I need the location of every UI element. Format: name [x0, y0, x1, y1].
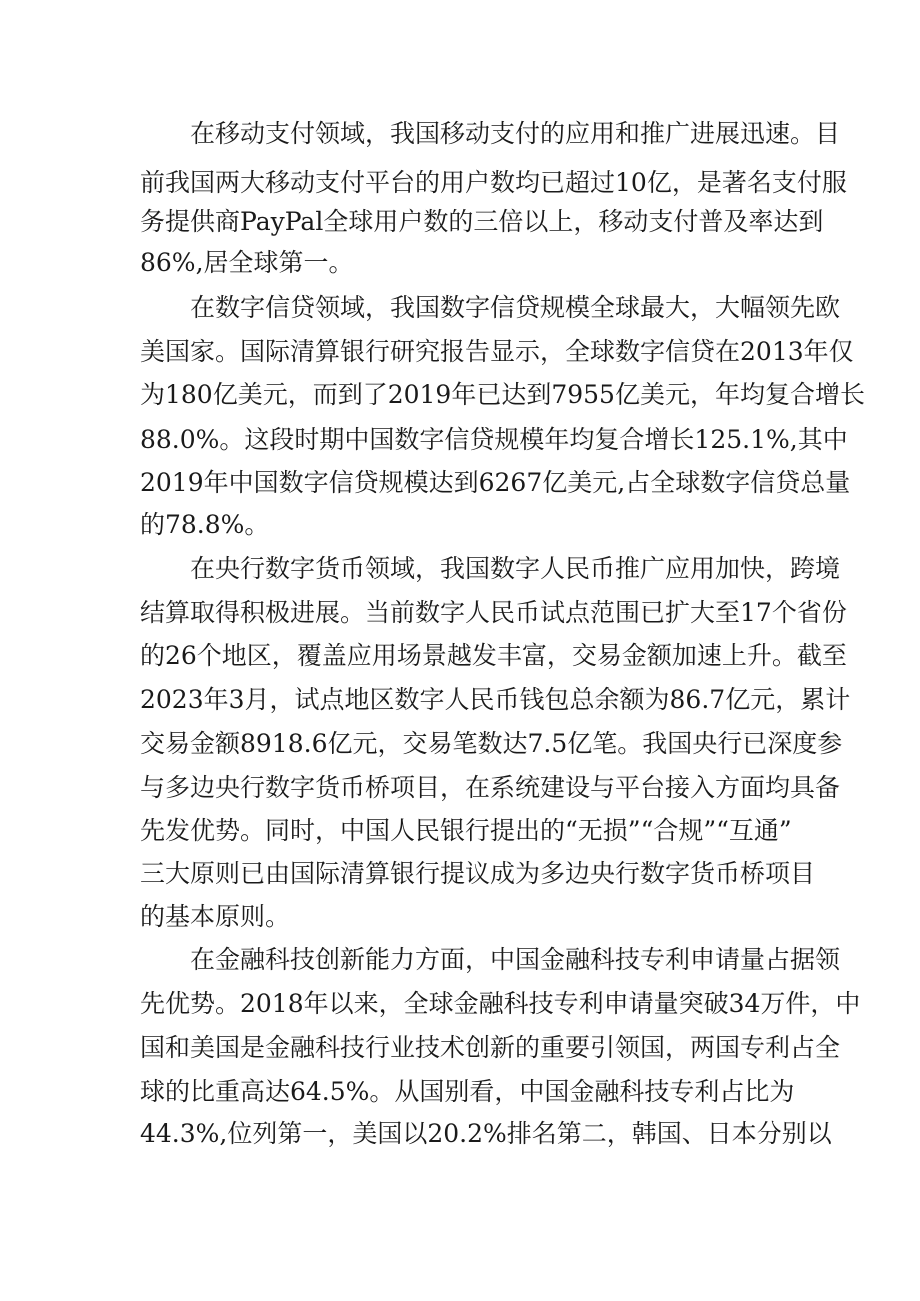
text-line: 的26个地区，覆盖应用场景越发丰富，交易金额加速上升。截至 [140, 641, 847, 670]
text-line: 86%,居全球第一。 [140, 248, 354, 277]
text-line: 在数字信贷领域，我国数字信贷规模全球最大，大幅领先欧 [190, 293, 841, 322]
text-line: 交易金额8918.6亿元，交易笔数达7.5亿笔。我国央行已深度参 [140, 729, 843, 758]
text-line: 三大原则已由国际清算银行提议成为多边央行数字货币桥项目 [140, 859, 816, 888]
text-line: 的78.8%。 [140, 510, 270, 539]
text-line: 的基本原则。 [140, 902, 291, 931]
text-line: 先发优势。同时，中国人民银行提出的“无损”“合规”“互通” [140, 816, 792, 845]
text-line: 先优势。2018年以来，全球金融科技专利申请量突破34万件，中 [140, 989, 861, 1018]
text-line: 44.3%,位列第一，美国以20.2%排名第二，韩国、日本分别以 [140, 1119, 832, 1148]
text-line: 国和美国是金融科技行业技术创新的重要引领国，两国专利占全 [140, 1033, 841, 1062]
text-line: 2023年3月，试点地区数字人民币钱包总余额为86.7亿元，累计 [140, 685, 851, 714]
text-line: 在移动支付领域，我国移动支付的应用和推广进展迅速。目 [190, 119, 841, 148]
text-line: 美国家。国际清算银行研究报告显示，全球数字信贷在2013年仅 [140, 337, 854, 366]
text-line: 结算取得积极进展。当前数字人民币试点范围已扩大至17个省份 [140, 598, 847, 627]
text-line: 球的比重高达64.5%。从国别看，中国金融科技专利占比为 [140, 1077, 795, 1106]
text-line: 务提供商PayPal全球用户数的三倍以上，移动支付普及率达到 [140, 207, 824, 236]
text-line: 在金融科技创新能力方面，中国金融科技专利申请量占据领 [190, 945, 841, 974]
text-line: 2019年中国数字信贷规模达到6267亿美元,占全球数字信贷总量 [140, 468, 851, 497]
text-line: 88.0%。这段时期中国数字信贷规模年均复合增长125.1%,其中 [140, 425, 848, 454]
text-line: 在央行数字货币领域，我国数字人民币推广应用加快，跨境 [190, 554, 841, 583]
text-line: 前我国两大移动支付平台的用户数均已超过10亿，是著名支付服 [140, 168, 847, 197]
text-line: 为180亿美元，而到了2019年已达到7955亿美元，年均复合增长 [140, 380, 865, 409]
text-line: 与多边央行数字货币桥项目，在系统建设与平台接入方面均具备 [140, 773, 841, 802]
